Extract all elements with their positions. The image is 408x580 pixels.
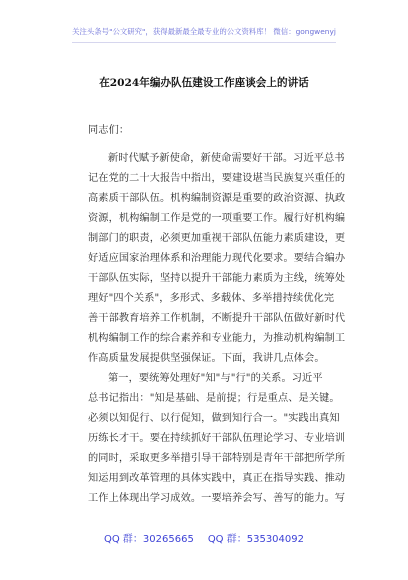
footer-qq-group-2: QQ 群：535304092 bbox=[207, 534, 304, 545]
salutation: 同志们： bbox=[88, 125, 130, 136]
header-banner: 关注头条号"公文研究"，获得最新最全最专业的公文资料库！ 微信：gongwenyj bbox=[72, 27, 336, 36]
paragraph-line: 理好"四个关系"，多形式、多载体、多举措持续优化完 bbox=[88, 293, 335, 304]
paragraph-line: 好适应国家治理体系和治理能力现代化要求。要结合编办 bbox=[88, 253, 346, 264]
footer-qq-group-1: QQ 群：30265665 bbox=[103, 534, 194, 545]
header-divider bbox=[72, 42, 336, 43]
paragraph-line: 第一，要统筹处理好"知"与"行"的关系。习近平 bbox=[108, 373, 323, 384]
paragraph-line: 工作上体现出学习成效。一要培养会写、善写的能力。写 bbox=[88, 493, 346, 504]
paragraph-line: 的同时，采取更多举措引导干部特别是青年干部把所学所 bbox=[88, 453, 346, 464]
spacer bbox=[88, 141, 322, 149]
paragraph-line: 知运用到改革管理的具体实践中，真正在指导实践、推动 bbox=[88, 473, 346, 484]
paragraph-line: 新时代赋予新使命，新使命需要好干部。习近平总书 bbox=[108, 153, 345, 164]
paragraph-line: 历练长才干。要在持续抓好干部队伍理论学习、专业培训 bbox=[88, 433, 346, 444]
paragraph-line: 机构编制工作的综合素养和专业能力，为推动机构编制工 bbox=[88, 333, 346, 344]
paragraph-line: 善干部教育培养工作机制，不断提升干部队伍做好新时代 bbox=[88, 313, 346, 324]
paragraph-line: 总书记指出："知是基础、是前提；行是重点、是关键。 bbox=[88, 393, 340, 404]
paragraph-line: 必须以知促行、以行促知，做到知行合一。"实践出真知 bbox=[88, 413, 340, 424]
footer-contact bbox=[0, 534, 408, 546]
paragraph-line: 高素质干部队伍。机构编制资源是重要的政治资源、执政 bbox=[88, 193, 346, 204]
paragraph-line: 干部队伍实际，坚持以提升干部能力素质为主线，统筹处 bbox=[88, 273, 346, 284]
paragraph-line: 作高质量发展提供坚强保证。下面，我讲几点体会。 bbox=[88, 353, 325, 364]
document-title: 在2024年编办队伍建设工作座谈会上的讲话 bbox=[99, 77, 309, 89]
paragraph-line: 记在党的二十大报告中指出，要建设堪当民族复兴重任的 bbox=[88, 173, 346, 184]
paragraph-line: 资源，机构编制工作是党的一项重要工作。履行好机构编 bbox=[88, 213, 346, 224]
paragraph-line: 制部门的职责，必须更加重视干部队伍能力素质建设，更 bbox=[88, 233, 346, 244]
document-body bbox=[88, 121, 346, 509]
